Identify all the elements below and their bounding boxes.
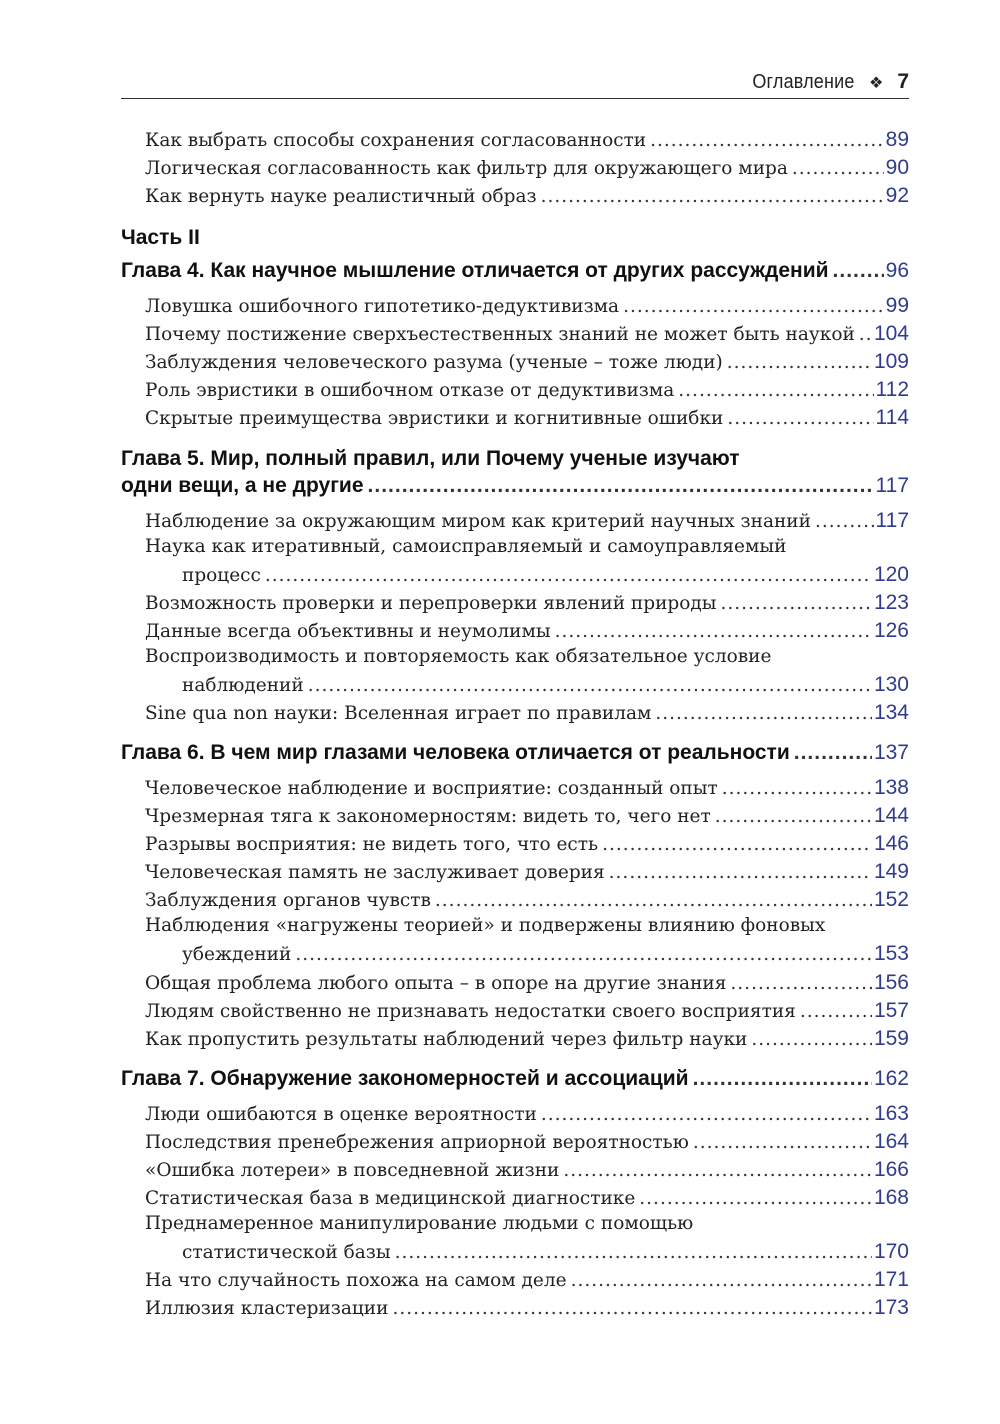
entry-page: 156 xyxy=(873,971,909,994)
entry-page: 149 xyxy=(873,860,909,883)
toc-entry[interactable] xyxy=(145,406,909,430)
entry-title: Возможность проверки и перепроверки явлений природы xyxy=(145,593,717,614)
entry-title: Общая проблема любого опыта – в опоре на другие знания xyxy=(145,973,727,994)
entry-page: 117 xyxy=(875,509,909,532)
leader-dots xyxy=(650,130,884,151)
leader-dots xyxy=(800,1001,872,1022)
toc-entry[interactable] xyxy=(145,509,909,533)
leader-dots xyxy=(395,1242,872,1263)
entry-title: Почему постижение сверхъестественных знаний не может быть наукой xyxy=(145,324,855,345)
leader-dots xyxy=(794,741,872,765)
entry-title: Статистическая база в медицинской диагностике xyxy=(145,1188,636,1209)
entry-title: Людям свойственно не признавать недостатки своего восприятия xyxy=(145,1001,796,1022)
leader-dots xyxy=(295,944,872,965)
entry-page: 146 xyxy=(873,832,909,855)
leader-dots xyxy=(722,778,872,799)
toc-entry[interactable] xyxy=(145,350,909,374)
entry-page: 170 xyxy=(873,1240,909,1263)
entry-page: 89 xyxy=(885,128,909,151)
entry-title-line1: Наука как итеративный, самоисправляемый и самоуправляемый xyxy=(145,536,787,557)
entry-page: 123 xyxy=(873,591,909,614)
entry-page: 104 xyxy=(873,322,909,345)
entry-page: 120 xyxy=(873,563,909,586)
toc-entry[interactable] xyxy=(145,1158,909,1182)
toc-entry[interactable] xyxy=(145,971,909,995)
leader-dots xyxy=(265,565,872,586)
leader-dots xyxy=(727,352,872,373)
entry-page: 173 xyxy=(873,1296,909,1319)
chapter-title: Глава 4. Как научное мышление отличается от других рассуждений xyxy=(121,259,829,282)
leader-dots xyxy=(721,593,872,614)
entry-page: 164 xyxy=(873,1130,909,1153)
leader-dots xyxy=(715,806,872,827)
entry-title: На что случайность похожа на самом деле xyxy=(145,1270,567,1291)
leader-dots xyxy=(555,621,872,642)
entry-page: 144 xyxy=(873,804,909,827)
entry-page: 114 xyxy=(875,406,909,429)
entry-title: Как пропустить результаты наблюдений через фильтр науки xyxy=(145,1029,748,1050)
toc-chapter[interactable] xyxy=(121,259,909,283)
leader-dots xyxy=(623,296,884,317)
toc-entry[interactable] xyxy=(145,184,909,208)
ornament-icon: ❖ xyxy=(868,75,884,92)
entry-title-line1: Наблюдения «нагружены теорией» и подвержены влиянию фоновых xyxy=(145,915,826,936)
entry-title: Ловушка ошибочного гипотетико-дедуктивизма xyxy=(145,296,620,317)
toc-entry[interactable] xyxy=(145,804,909,828)
leader-dots xyxy=(308,675,872,696)
leader-dots xyxy=(563,1160,872,1181)
entry-page: 171 xyxy=(873,1268,909,1291)
chapter-page: 162 xyxy=(873,1067,909,1090)
entry-page: 138 xyxy=(873,776,909,799)
toc-entry[interactable] xyxy=(145,1268,909,1292)
toc-entry[interactable] xyxy=(145,294,909,318)
entry-title: убеждений xyxy=(182,944,292,965)
entry-page: 90 xyxy=(885,156,909,179)
chapter-title: Глава 6. В чем мир глазами человека отличается от реальности xyxy=(121,741,790,764)
toc-entry[interactable] xyxy=(145,1102,909,1126)
entry-title: Логическая согласованность как фильтр для окружающего мира xyxy=(145,158,788,179)
leader-dots xyxy=(751,1029,872,1050)
entry-page: 168 xyxy=(873,1186,909,1209)
chapter-title: Глава 7. Обнаружение закономерностей и ассоциаций xyxy=(121,1067,689,1090)
leader-dots xyxy=(655,703,872,724)
leader-dots xyxy=(727,408,873,429)
entry-title: «Ошибка лотереи» в повседневной жизни xyxy=(145,1160,560,1181)
toc-entry[interactable] xyxy=(145,156,909,180)
entry-title: Как вернуть науке реалистичный образ xyxy=(145,186,537,207)
entry-title-line1: Воспроизводимость и повторяемость как обязательное условие xyxy=(145,646,772,667)
header-right xyxy=(741,70,909,94)
toc-entry[interactable] xyxy=(145,128,909,152)
entry-page: 126 xyxy=(873,619,909,642)
toc-entry[interactable] xyxy=(145,860,909,884)
toc-entry[interactable] xyxy=(145,619,909,643)
entry-page: 112 xyxy=(875,378,909,401)
leader-dots xyxy=(392,1298,871,1319)
entry-title: Заблуждения органов чувств xyxy=(145,890,431,911)
toc-chapter[interactable] xyxy=(121,1067,909,1091)
entry-title: Чрезмерная тяга к закономерностям: видеть то, чего нет xyxy=(145,806,711,827)
chapter-page: 117 xyxy=(875,474,909,497)
part-heading: Часть II xyxy=(121,226,200,249)
entry-page: 134 xyxy=(873,701,909,724)
entry-title: статистической базы xyxy=(182,1242,391,1263)
chapter-title-line1: Глава 5. Мир, полный правил, или Почему ученые изучают xyxy=(121,447,740,470)
leader-dots xyxy=(541,1104,872,1125)
toc-entry[interactable] xyxy=(145,1296,909,1320)
entry-title: наблюдений xyxy=(182,675,304,696)
entry-page: 130 xyxy=(873,673,909,696)
leader-dots xyxy=(571,1270,872,1291)
toc-entry[interactable] xyxy=(145,701,909,725)
page-number: 7 xyxy=(897,70,909,93)
leader-dots xyxy=(833,259,884,283)
entry-page: 159 xyxy=(873,1027,909,1050)
toc-entry[interactable] xyxy=(145,1130,909,1154)
leader-dots xyxy=(815,511,874,532)
entry-page: 157 xyxy=(873,999,909,1022)
entry-title: Данные всегда объективны и неумолимы xyxy=(145,621,551,642)
entry-page: 152 xyxy=(873,888,909,911)
toc-chapter[interactable] xyxy=(121,741,909,765)
leader-dots xyxy=(678,380,873,401)
chapter-page: 96 xyxy=(885,259,909,282)
entry-title: Наблюдение за окружающим миром как критерий научных знаний xyxy=(145,511,811,532)
leader-dots xyxy=(541,186,884,207)
toc-entry[interactable] xyxy=(145,591,909,615)
entry-title: Люди ошибаются в оценке вероятности xyxy=(145,1104,537,1125)
toc-entry[interactable] xyxy=(145,1186,909,1210)
entry-title: Скрытые преимущества эвристики и когнитивные ошибки xyxy=(145,408,724,429)
entry-title: Sine qua non науки: Вселенная играет по правилам xyxy=(145,703,652,724)
toc-entry[interactable] xyxy=(145,1027,909,1051)
running-header xyxy=(121,68,909,99)
entry-title: Иллюзия кластеризации xyxy=(145,1298,389,1319)
toc-entry[interactable] xyxy=(145,888,909,912)
leader-dots xyxy=(859,324,872,345)
toc-entry[interactable] xyxy=(145,322,909,346)
toc-entry[interactable] xyxy=(145,378,909,402)
entry-title: Последствия пренебрежения априорной вероятностью xyxy=(145,1132,689,1153)
entry-title: Разрывы восприятия: не видеть того, что есть xyxy=(145,834,599,855)
leader-dots xyxy=(435,890,872,911)
entry-title: процесс xyxy=(182,565,261,586)
entry-title: Роль эвристики в ошибочном отказе от дедуктивизма xyxy=(145,380,675,401)
toc-entry[interactable] xyxy=(145,832,909,856)
entry-title-line1: Преднамеренное манипулирование людьми с помощью xyxy=(145,1213,694,1234)
chapter-title: одни вещи, а не другие xyxy=(121,474,364,497)
leader-dots xyxy=(693,1067,872,1091)
leader-dots xyxy=(602,834,872,855)
toc-chapter[interactable] xyxy=(121,474,909,498)
toc-entry[interactable] xyxy=(182,563,909,587)
entry-title: Заблуждения человеческого разума (ученые – тоже люди) xyxy=(145,352,723,373)
leader-dots xyxy=(792,158,884,179)
leader-dots xyxy=(693,1132,872,1153)
toc-entry[interactable] xyxy=(182,673,909,697)
entry-title: Человеческая память не заслуживает доверия xyxy=(145,862,605,883)
toc-entry[interactable] xyxy=(182,1240,909,1264)
toc-entry[interactable] xyxy=(145,776,909,800)
entry-page: 163 xyxy=(873,1102,909,1125)
toc-entry[interactable] xyxy=(182,942,909,966)
chapter-page: 137 xyxy=(873,741,909,764)
entry-page: 166 xyxy=(873,1158,909,1181)
entry-title: Человеческое наблюдение и восприятие: созданный опыт xyxy=(145,778,718,799)
leader-dots xyxy=(368,474,874,498)
entry-page: 153 xyxy=(873,942,909,965)
entry-page: 92 xyxy=(885,184,909,207)
leader-dots xyxy=(639,1188,872,1209)
toc-entry[interactable] xyxy=(145,999,909,1023)
leader-dots xyxy=(609,862,872,883)
leader-dots xyxy=(730,973,872,994)
entry-page: 99 xyxy=(885,294,909,317)
entry-page: 109 xyxy=(873,350,909,373)
header-title: Оглавление xyxy=(752,71,855,93)
entry-title: Как выбрать способы сохранения согласованности xyxy=(145,130,647,151)
